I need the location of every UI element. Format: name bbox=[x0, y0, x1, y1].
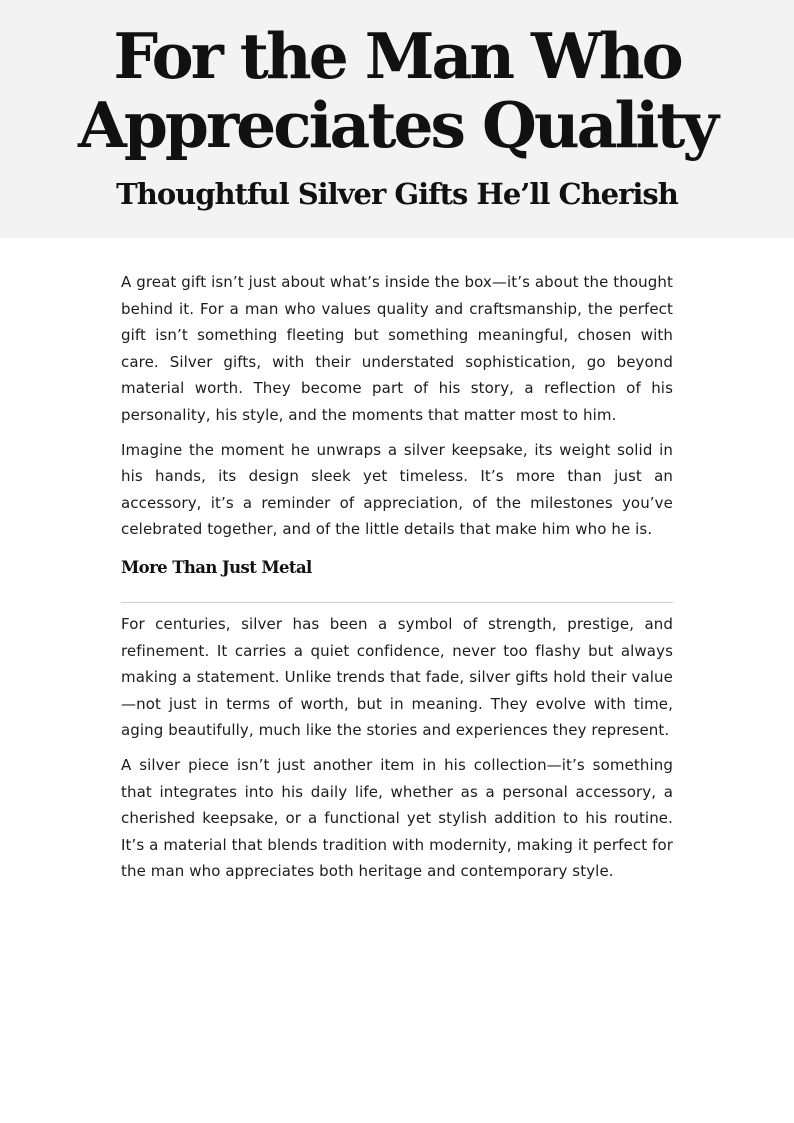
article-body bbox=[121, 269, 673, 893]
section-heading: More Than Just Metal bbox=[121, 557, 312, 577]
title-line-2: Appreciates Quality bbox=[77, 88, 717, 162]
section-paragraph-2: A silver piece isn’t just another item in his collection—it’s something that integrates into his daily life, whether as a personal accessory, a cherished keepsake, or a functional yet stylish addition to his routine. It’s a material that blends tradition with modernity, making it perfect for the man who appreciates both heritage and contemporary style. bbox=[121, 755, 673, 881]
section-paragraph-1: For centuries, silver has been a symbol of strength, prestige, and refinement. It carries a quiet confidence, never too flashy but always making a statement. Unlike trends that fade, silver gifts hold their value—not just in terms of worth, but in meaning. They evolve with time, aging beautifully, much like the stories and experiences they represent. bbox=[121, 614, 673, 740]
title-line-1: For the Man Who bbox=[113, 19, 681, 93]
page-subtitle: Thoughtful Silver Gifts He’ll Cherish bbox=[116, 177, 678, 211]
page-title bbox=[0, 19, 794, 162]
intro-paragraph-1: A great gift isn’t just about what’s inside the box—it’s about the thought behind it. For a man who values quality and craftsmanship, the perfect gift isn’t something fleeting but something meaningful, chosen with care. Silver gifts, with their understated sophistication, go beyond material worth. They become part of his story, a reflection of his personality, his style, and the moments that matter most to him. bbox=[121, 273, 673, 424]
page-header bbox=[0, 0, 794, 238]
intro-paragraph-2: Imagine the moment he unwraps a silver keepsake, its weight solid in his hands, its design sleek yet timeless. It’s more than just an accessory, it’s a reminder of appreciation, of the milestones you’ve celebrated together, and of the little details that make him who he is. bbox=[121, 440, 673, 539]
section-divider bbox=[121, 602, 673, 603]
